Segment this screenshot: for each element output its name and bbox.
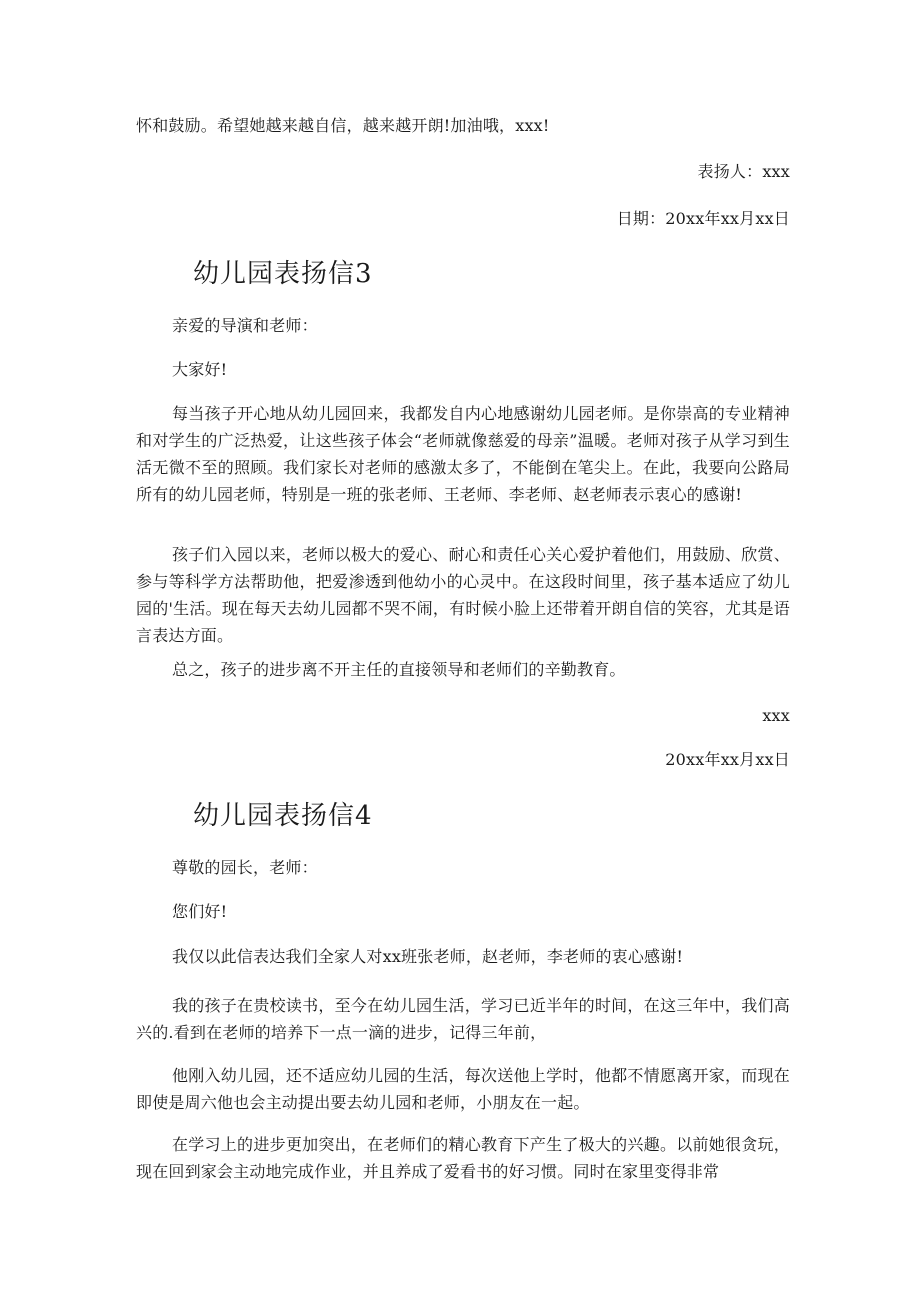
letter3-signer: xxx	[762, 706, 790, 725]
letter3-greeting: 大家好!	[172, 360, 228, 379]
date-line: 日期：20xx年xx月xx日	[616, 209, 790, 228]
letter4-paragraph-4: 在学习上的进步更加突出，在老师们的精心教育下产生了极大的兴趣。以前她很贪玩，现在回到家会主动地完成作业，并且养成了爱看书的好习惯。同时在家里变得非常	[136, 1135, 790, 1181]
letter3-title: 幼儿园表扬信3	[193, 259, 373, 289]
letter4-title: 幼儿园表扬信4	[193, 801, 373, 831]
letter4-salutation: 尊敬的园长，老师：	[172, 858, 318, 877]
letter3-salutation: 亲爱的导演和老师：	[172, 316, 318, 335]
closing-line: 怀和鼓励。希望她越来越自信，越来越开朗!加油哦，xxx!	[136, 116, 550, 135]
letter4-paragraph-1: 我仅以此信表达我们全家人对xx班张老师，赵老师，李老师的衷心感谢!	[172, 947, 684, 966]
letter3-paragraph-1: 每当孩子开心地从幼儿园回来，我都发自内心地感谢幼儿园老师。是你崇高的专业精神和对学生的广泛热爱，让这些孩子体会“老师就像慈爱的母亲”温暖。老师对孩子从学习到生活无微不至的照顾。我们家长对老师的感激太多了，不能倒在笔尖上。在此，我要向公路局所有的幼儿园老师，特别是一班的张老师、王老师、李老师、赵老师表示衷心的感谢!	[136, 404, 790, 504]
letter4-paragraph-3: 他刚入幼儿园，还不适应幼儿园的生活，每次送他上学时，他都不情愿离开家，而现在即使是周六他也会主动提出要去幼儿园和老师，小朋友在一起。	[136, 1066, 790, 1112]
signer-line: 表扬人：xxx	[697, 162, 790, 181]
letter3-paragraph-3: 总之，孩子的进步离不开主任的直接领导和老师们的辛勤教育。	[172, 660, 626, 679]
letter3-date: 20xx年xx月xx日	[665, 750, 790, 769]
letter4-greeting: 您们好!	[172, 902, 228, 921]
letter4-paragraph-2: 我的孩子在贵校读书，至今在幼儿园生活，学习已近半年的时间，在这三年中，我们高兴的.看到在老师的培养下一点一滴的进步，记得三年前，	[136, 996, 790, 1042]
letter3-paragraph-2: 孩子们入园以来，老师以极大的爱心、耐心和责任心关心爱护着他们，用鼓励、欣赏、参与等科学方法帮助他，把爱渗透到他幼小的心灵中。在这段时间里，孩子基本适应了幼儿园的'生活。现在每天去幼儿园都不哭不闹，有时候小脸上还带着开朗自信的笑容，尤其是语言表达方面。	[136, 545, 790, 645]
